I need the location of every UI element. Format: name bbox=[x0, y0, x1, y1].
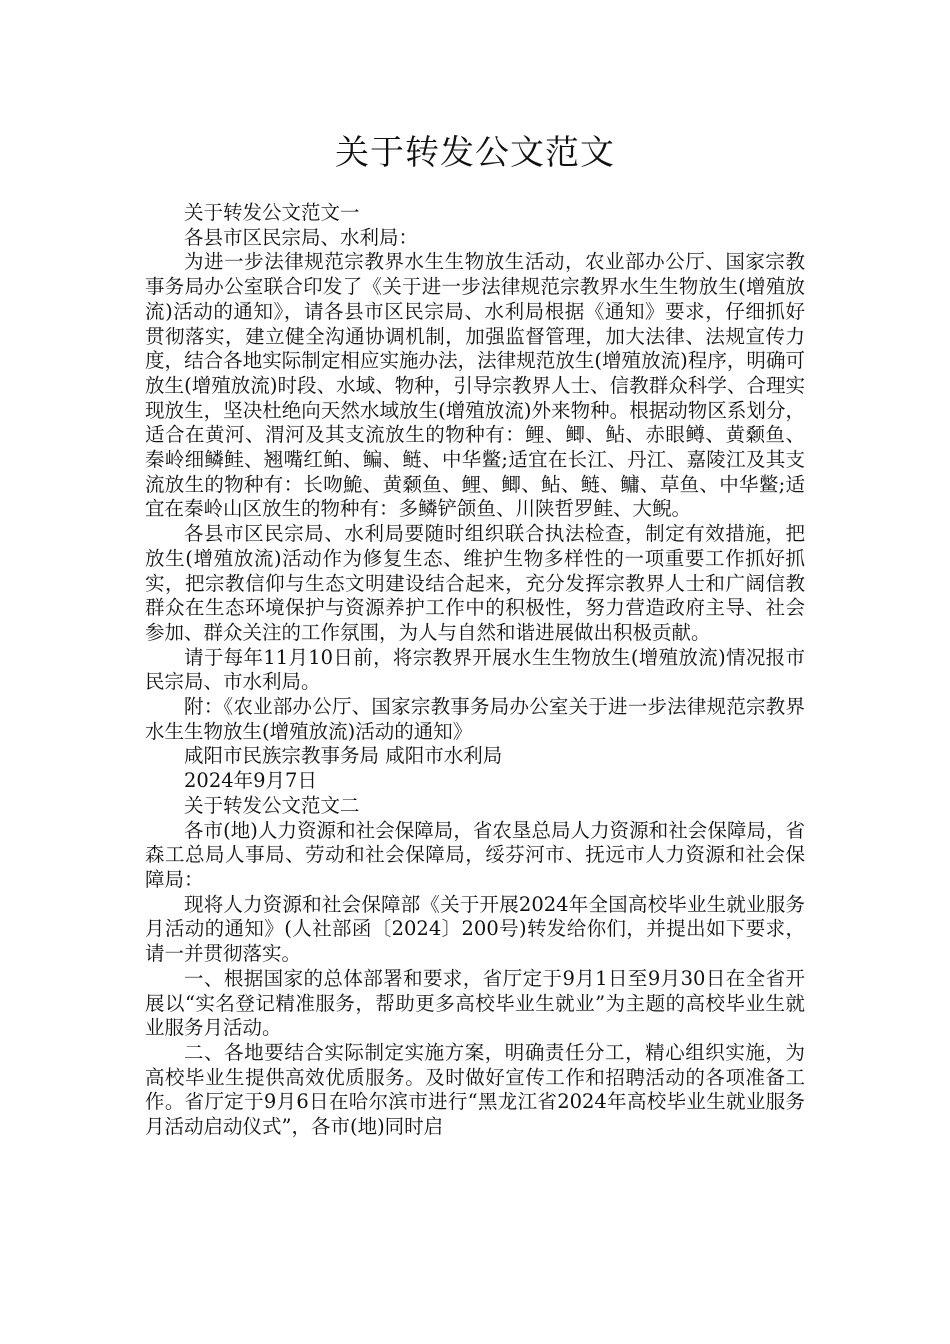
attachment-note: 附：《农业部办公厅、国家宗教事务局办公室关于进一步法律规范宗教界水生生物放生(增殖放流)活动的通知》 bbox=[145, 695, 805, 743]
issuer: 咸阳市民族宗教事务局 咸阳市水利局 bbox=[184, 744, 503, 768]
section-heading-1: 关于转发公文范文一 bbox=[184, 201, 360, 224]
addressee-1: 各县市区民宗局、水利局： bbox=[184, 225, 419, 249]
paragraph: 各县市区民宗局、水利局要随时组织联合执法检查，制定有效措施，把放生(增殖放流)活动作为修复生态、维护生物多样性的一项重要工作抓好抓实，把宗教信仰与生态文明建设结合起来，充分发挥宗教界人士和广阔信教群众在生态环境保护与资源养护工作中的积极性，努力营造政府主导、社会参加、群众关注的工作氛围，为人与自然和谐进展做出积极贡献。 bbox=[145, 522, 805, 644]
paragraph: 现将人力资源和社会保障部《关于开展2024年全国高校毕业生就业服务月活动的通知》(人社部函〔2024〕200号)转发给你们，并提出如下要求，请一并贯彻落实。 bbox=[145, 892, 805, 966]
addressee-2: 各市(地)人力资源和社会保障局，省农垦总局人力资源和社会保障局，省森工总局人事局、劳动和社会保障局，绥芬河市、抚远市人力资源和社会保障局： bbox=[145, 818, 805, 891]
document-body bbox=[145, 201, 805, 1140]
section-heading-2: 关于转发公文范文二 bbox=[184, 793, 360, 817]
paragraph: 请于每年11月10日前，将宗教界开展水生生物放生(增殖放流)情况报市民宗局、市水利局。 bbox=[145, 645, 805, 694]
paragraph: 一、根据国家的总体部署和要求，省厅定于9月1日至9月30日在全省开展以“实名登记精准服务，帮助更多高校毕业生就业”为主题的高校毕业生就业服务月活动。 bbox=[145, 966, 805, 1040]
document-title: 关于转发公文范文 bbox=[335, 133, 615, 173]
paragraph: 二、各地要结合实际制定实施方案，明确责任分工，精心组织实施，为高校毕业生提供高效优质服务。及时做好宣传工作和招聘活动的各项准备工作。省厅定于9月6日在哈尔滨市进行“黑龙江省2024年高校毕业生就业服务月活动启动仪式”，各市(地)同时启 bbox=[145, 1040, 805, 1139]
paragraph: 为进一步法律规范宗教界水生生物放生活动，农业部办公厅、国家宗教事务局办公室联合印发了《关于进一步法律规范宗教界水生生物放生(增殖放流)活动的通知》，请各县市区民宗局、水利局根据《通知》要求，仔细抓好贯彻落实，建立健全沟通协调机制，加强监督管理，加大法律、法规宣传力度，结合各地实际制定相应实施办法，法律规范放生(增殖放流)程序，明确可放生(增殖放流)时段、水域、物种，引导宗教界人士、信教群众科学、合理实现放生，坚决杜绝向天然水域放生(增殖放流)外来物种。根据动物区系划分，适合在黄河、渭河及其支流放生的物种有：鲤、鲫、鲇、赤眼鳟、黄颡鱼、秦岭细鳞鲑、翘嘴红鲌、鳊、鲢、中华鳖;适宜在长江、丹江、嘉陵江及其支流放生的物种有：长吻鮠、黄颡鱼、鲤、鲫、鲇、鲢、鳙、草鱼、中华鳖;适宜在秦岭山区放生的物种有：多鳞铲颌鱼、川陕哲罗鲑、大鲵。 bbox=[145, 250, 805, 521]
issue-date: 2024年9月7日 bbox=[184, 769, 317, 793]
